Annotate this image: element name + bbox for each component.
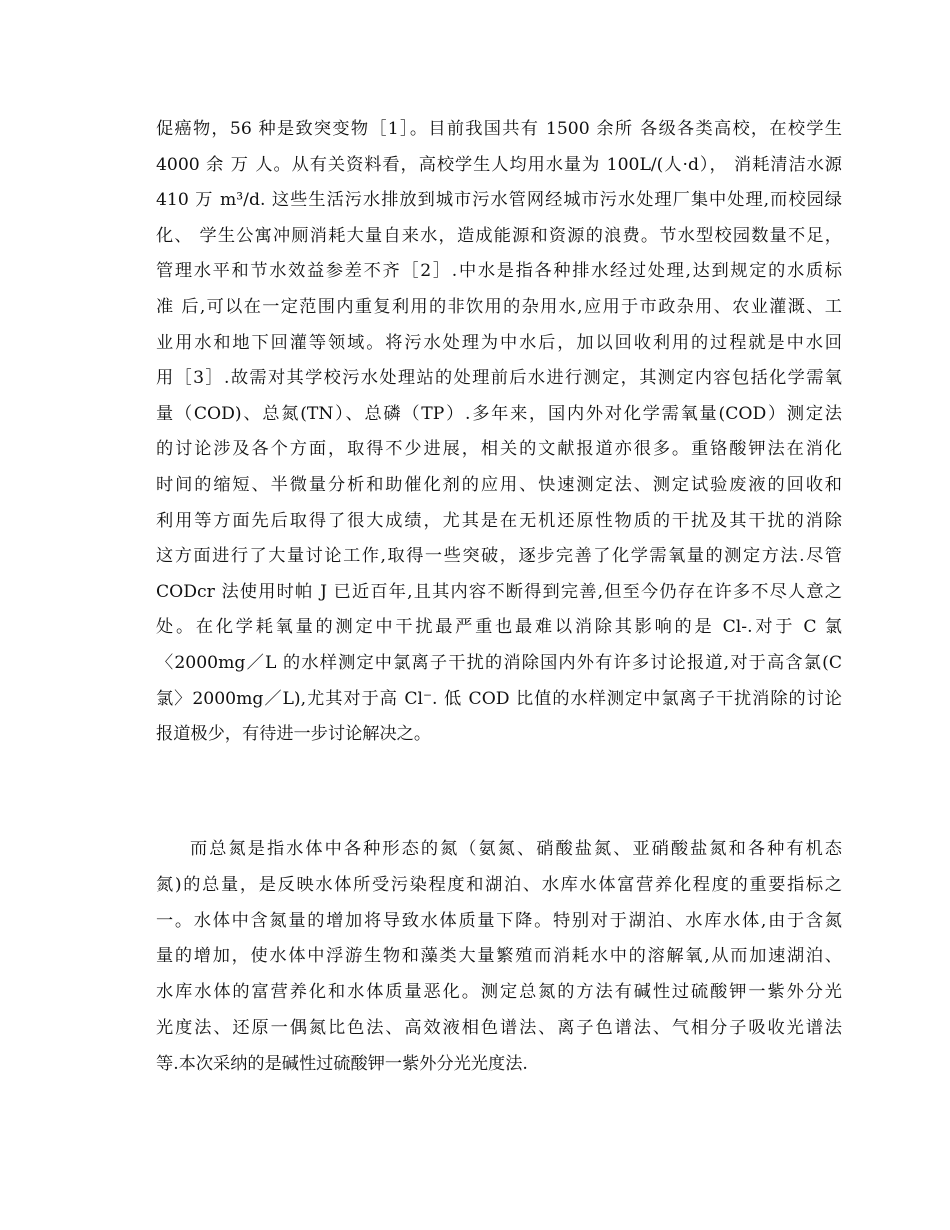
text-line: 促癌物，56 种是致突变物［1］。目前我国共有 1500 余所 各级各类高校，在校学生 (156, 119, 842, 139)
text-line: 时间的缩短、半微量分析和助催化剂的应用、快速测定法、测定试验废液的回收和 (156, 474, 842, 495)
text-line: 报道极少，有待进一步讨论解决之。 (156, 724, 432, 745)
text-line: 水库水体的富营养化和水体质量恶化。测定总氮的方法有碱性过硫酸钾一紫外分光 (156, 982, 842, 1003)
text-line: 利用等方面先后取得了很大成绩，尤其是在无机还原性物质的干扰及其干扰的消除 (156, 510, 842, 531)
text-line: 管理水平和节水效益参差不齐［2］.中水是指各种排水经过处理,达到规定的水质标 (156, 261, 842, 282)
text-line: 而总氮是指水体中各种形态的氮（氨氮、硝酸盐氮、亚硝酸盐氮和各种有机态 (190, 839, 842, 859)
text-line: 一。水体中含氮量的增加将导致水体质量下降。特别对于湖泊、水库水体,由于含氮 (156, 910, 842, 931)
text-line: 410 万 m³/d. 这些生活污水排放到城市污水管网经城市污水处理厂集中处理,而校园绿 (156, 190, 842, 211)
text-line: 准 后,可以在一定范围内重复利用的非饮用的杂用水,应用于市政杂用、农业灌溉、工 (156, 296, 842, 317)
text-line: 处。在化学耗氧量的测定中干扰最严重也最难以消除其影响的是 Cl-.对于 C 氯 (156, 617, 842, 638)
text-line: 量（COD)、总氮(TN）、总磷（TP）.多年来，国内外对化学需氧量(COD）测定法 (156, 403, 842, 424)
text-line: 这方面进行了大量讨论工作,取得一些突破，逐步完善了化学需氧量的测定方法.尽管 (156, 546, 842, 567)
text-line: 用［3］.故需对其学校污水处理站的处理前后水进行测定，其测定内容包括化学需氧 (156, 368, 842, 389)
text-line: 氮)的总量，是反映水体所受污染程度和湖泊、水库水体富营养化程度的重要指标之 (156, 874, 842, 895)
text-line: 4000 余 万 人。从有关资料看，高校学生人均用水量为 100L/(人·d）， 消耗清洁水源 (156, 154, 842, 175)
text-line: 〈2000mg／L 的水样测定中氯离子干扰的消除国内外有许多讨论报道,对于高含氯(C (156, 652, 842, 673)
paragraph-1 (156, 112, 842, 753)
text-line: 的讨论涉及各个方面，取得不少进展，相关的文献报道亦很多。重铬酸钾法在消化 (156, 439, 842, 460)
text-line: 等.本次采纳的是碱性过硫酸钾一紫外分光光度法. (156, 1053, 528, 1074)
text-line: 业用水和地下回灌等领域。将污水处理为中水后，加以回收利用的过程就是中水回 (156, 332, 842, 353)
text-line: 氯〉2000mg／L),尤其对于高 Cl⁻. 低 COD 比值的水样测定中氯离子干扰消除的讨论 (156, 688, 842, 709)
text-line: 化、 学生公寓冲厕消耗大量自来水，造成能源和资源的浪费。节水型校园数量不足， (156, 225, 842, 246)
paragraph-2 (156, 832, 842, 1083)
text-line: 光度法、还原一偶氮比色法、高效液相色谱法、离子色谱法、气相分子吸收光谱法 (156, 1017, 842, 1038)
text-line: 量的增加，使水体中浮游生物和藻类大量繁殖而消耗水中的溶解氧,从而加速湖泊、 (156, 946, 842, 967)
text-line: CODcr 法使用时帕 J 已近百年,且其内容不断得到完善,但至今仍存在许多不尽人意之 (156, 581, 842, 602)
